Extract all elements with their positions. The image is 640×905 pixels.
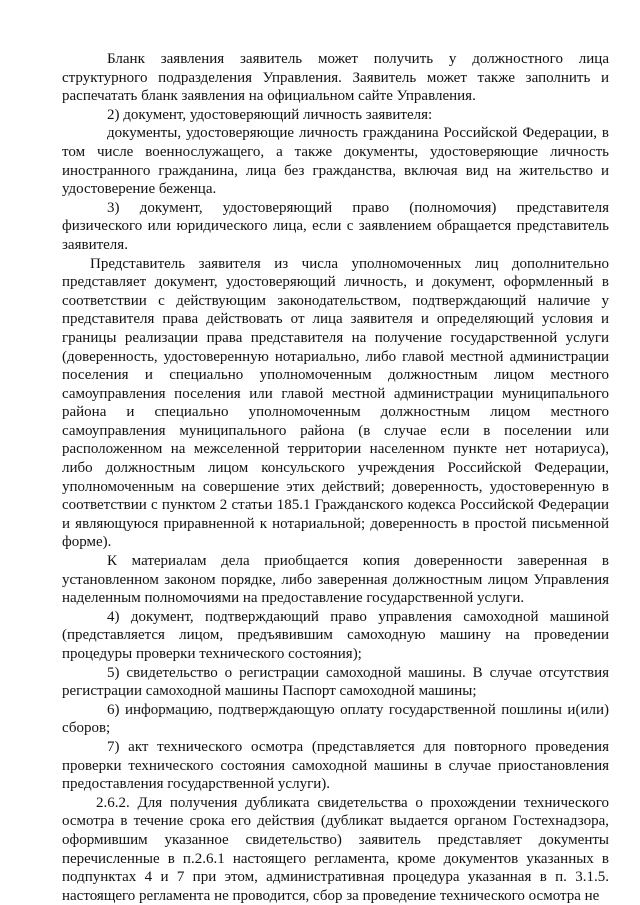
paragraph-item-2-heading: 2) документ, удостоверяющий личность заявителя:: [107, 106, 433, 123]
document-body: [62, 50, 609, 905]
paragraph-representative: Представитель заявителя из числа уполномоченных лиц дополнительно представляет документ, удостоверяющий личность, и документ, оформленный в соответствии с действующим законодательством, подтверждающий наличие у представителя права действовать от лица заявителя и определяющий условия и границы реализации права представителя на получение государственной услуги (доверенность, удостоверенную нотариально, либо главой местной администрации поселения и специально уполномоченным должностным лицом местного самоуправления поселения или главой местной администрации муниципального района и специально уполномоченным должностным лицом местного самоуправления муниципального района (в случае если в поселении или расположенном на межселенной территории населенном пункте нет нотариуса), либо должностным лицом консульского учреждения Российской Федерации, уполномоченным на совершение этих действий; доверенность, удостоверенную в соответствии с пунктом 2 статьи 185.1 Гражданского кодекса Российской Федерации и являющуюся приравненной к нотариальной; доверенность в простой письменной форме).: [62, 255, 609, 551]
paragraph-item-3: 3) документ, удостоверяющий право (полномочия) представителя физического или юридического лица, если с заявлением обращается представитель заявителя.: [62, 199, 609, 253]
paragraph-blank-form: Бланк заявления заявитель может получить у должностного лица структурного подразделения Управления. Заявитель может также заполнить и распечатать бланк заявления на официальном сайте Управления.: [62, 51, 609, 105]
paragraph-item-5: 5) свидетельство о регистрации самоходной машины. В случае отсутствия регистрации самоходной машины Паспорт самоходной машины;: [62, 664, 609, 700]
paragraph-identity-documents: документы, удостоверяющие личность гражданина Российской Федерации, в том числе военнослужащего, а также документы, удостоверяющие личность иностранного гражданина, лица без гражданства, включая вид на жительство и удостоверение беженца.: [62, 125, 609, 198]
paragraph-2-6-2: 2.6.2. Для получения дубликата свидетельства о прохождении технического осмотра в течение срока его действия (дубликат выдается органом Гостехнадзора, оформившим указанное свидетельство) заявитель представляет документы перечисленные в п.2.6.1 настоящего регламента, кроме документов указанных в подпунктах 4 и 7 при этом, административная процедура указанная в п. 3.1.5. настоящего регламента не проводится, сбор за проведение технического осмотра не: [62, 794, 609, 904]
paragraph-power-of-attorney-copy: К материалам дела приобщается копия доверенности заверенная в установленном законом порядке, либо заверенная должностным лицом Управления наделенным полномочиями на предоставление государственной услуги.: [62, 553, 609, 607]
paragraph-item-6: 6) информацию, подтверждающую оплату государственной пошлины и(или) сборов;: [62, 701, 609, 737]
paragraph-item-7: 7) акт технического осмотра (представляется для повторного проведения проверки технического состояния самоходной машины в случае приостановления предоставления государственной услуги).: [62, 738, 609, 793]
paragraph-item-4: 4) документ, подтверждающий право управления самоходной машиной (представляется лицом, предъявившим самоходную машину на проведении процедуры проверки технического состояния);: [62, 608, 609, 662]
